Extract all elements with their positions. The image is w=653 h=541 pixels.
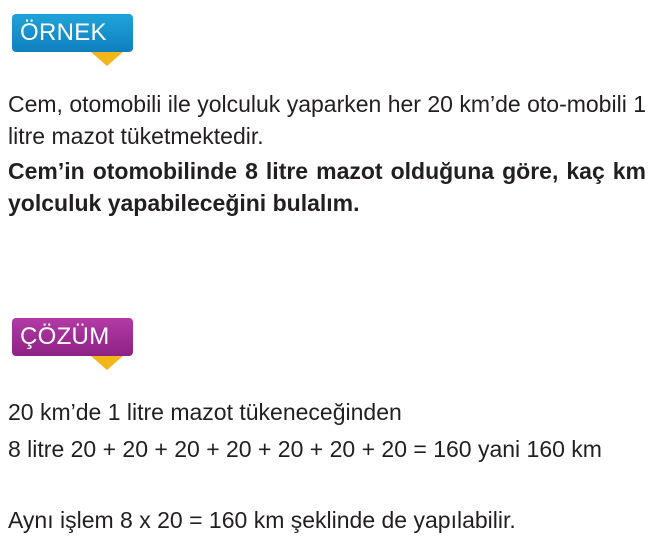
problem-text: Cem, otomobili ile yolculuk yaparken her 20 km’de oto-mobili 1 litre mazot tüketmektedir. (8, 91, 646, 149)
question-text: Cem’in otomobilinde 8 litre mazot olduğuna göre, kaç km yolculuk yapabileceğini bulalım. (8, 158, 646, 216)
example-badge: ÖRNEK (12, 14, 133, 52)
solution-badge-tab (91, 356, 123, 370)
example-badge-tab (91, 52, 123, 66)
solution-line-1: 20 km’de 1 litre mazot tükeneceğinden (8, 399, 402, 425)
solution-line-2: 8 litre 20 + 20 + 20 + 20 + 20 + 20 + 20 = 160 yani 160 km (8, 436, 602, 462)
solution-badge: ÇÖZÜM (12, 318, 133, 356)
solution-line-3: Aynı işlem 8 x 20 = 160 km şeklinde de yapılabilir. (8, 507, 516, 533)
